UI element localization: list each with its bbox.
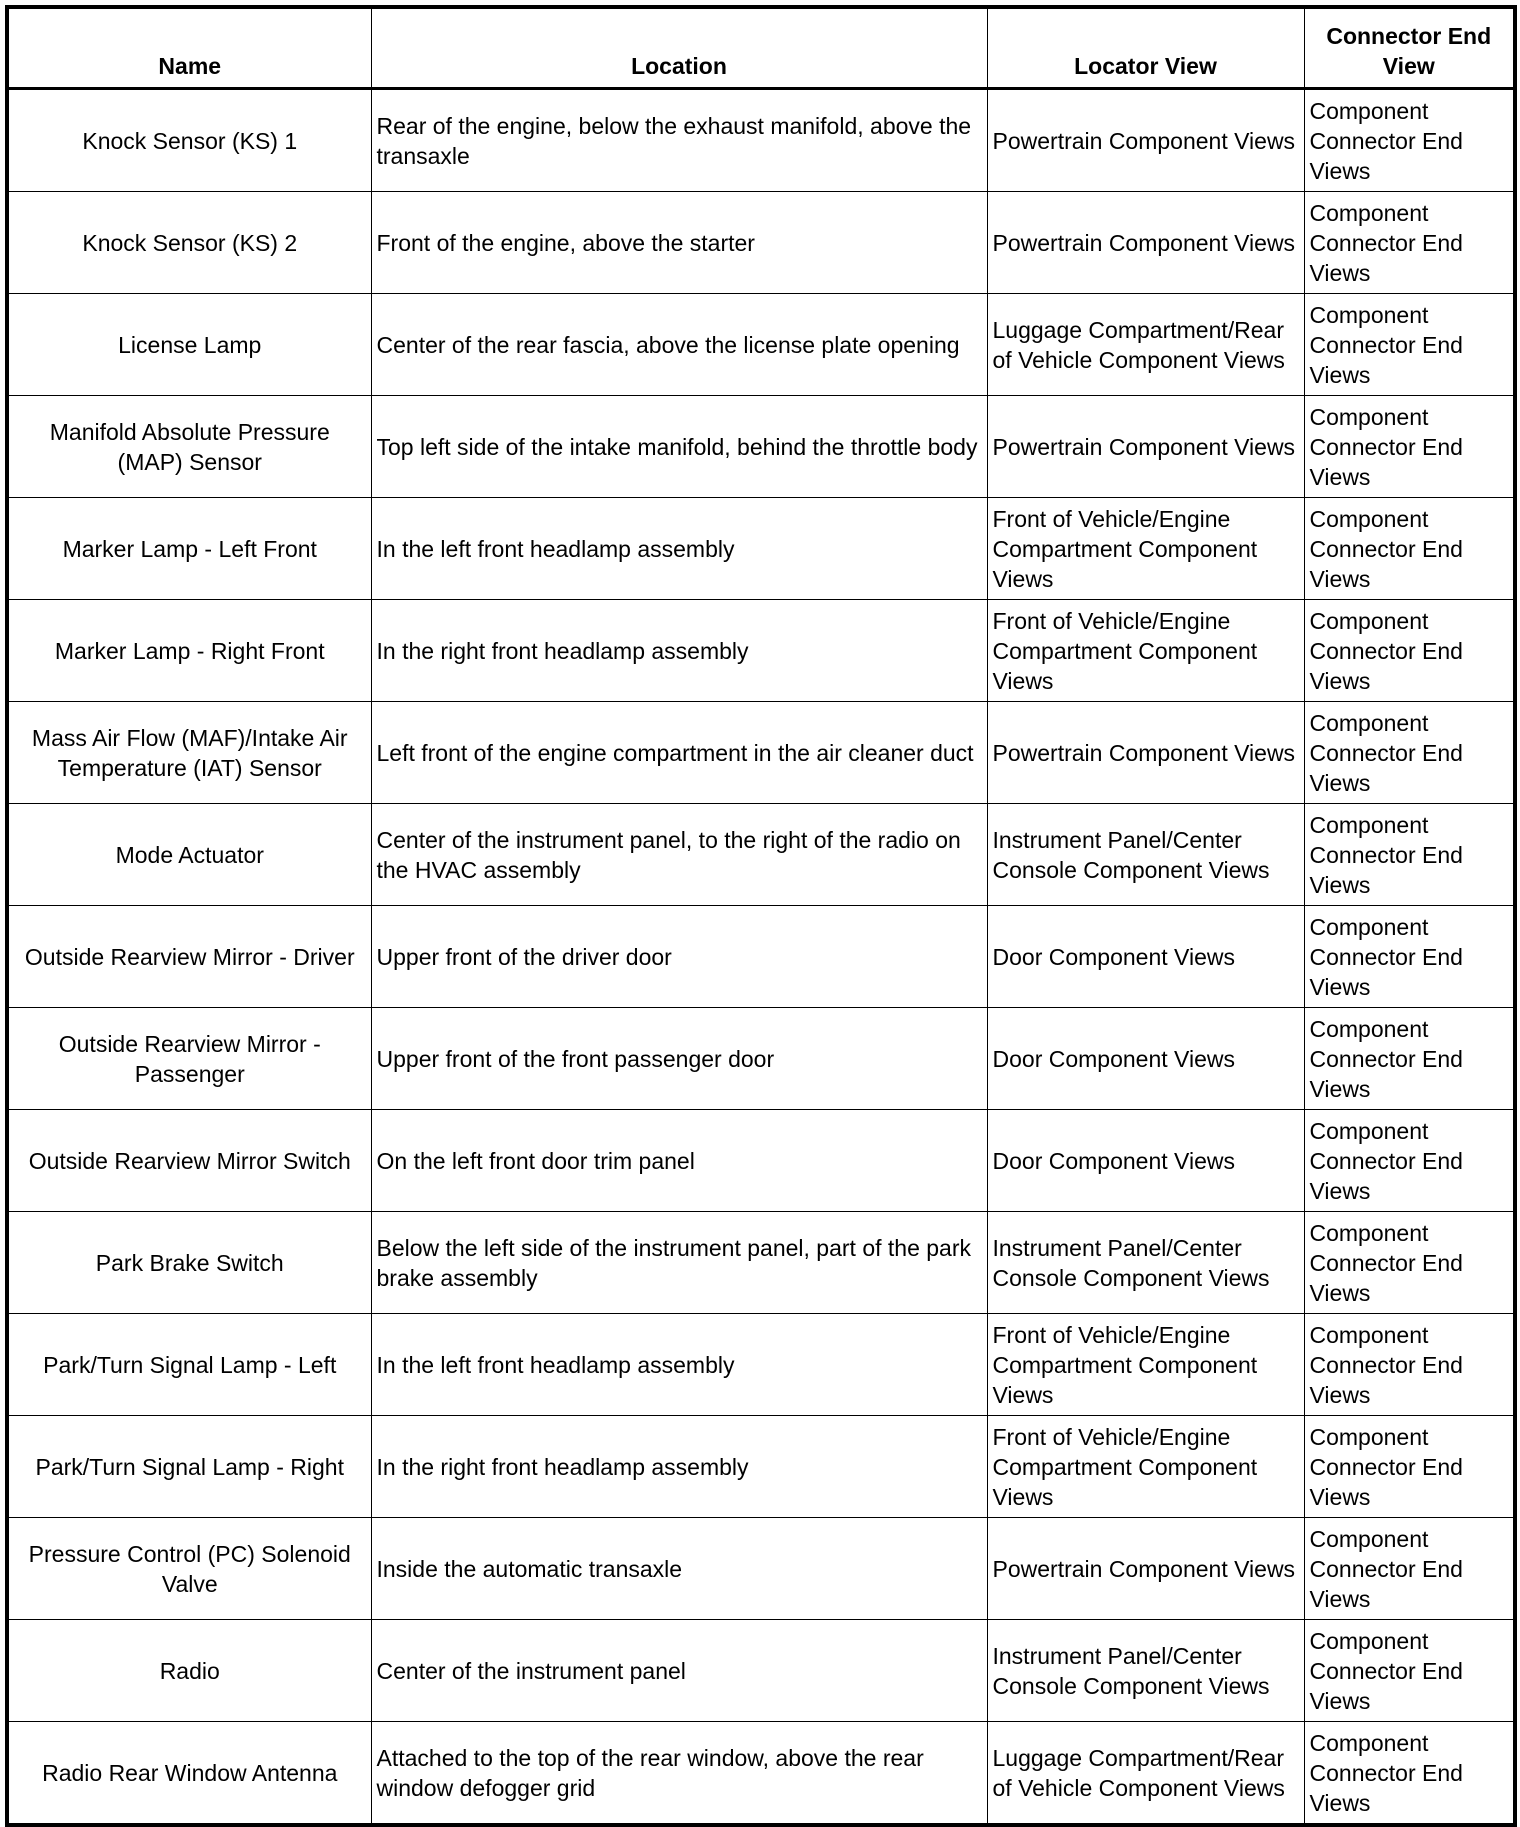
location-cell: In the right front headlamp assembly [371,600,987,702]
name-cell: Knock Sensor (KS) 2 [7,192,371,294]
connector-end-view-cell: Component Connector End Views [1304,1518,1515,1620]
name-cell: Marker Lamp - Right Front [7,600,371,702]
name-cell: Manifold Absolute Pressure (MAP) Sensor [7,396,371,498]
name-cell: Mass Air Flow (MAF)/Intake Air Temperature (IAT) Sensor [7,702,371,804]
header-locator-view: Locator View [987,7,1304,89]
connector-end-view-cell: Component Connector End Views [1304,89,1515,192]
connector-end-view-cell: Component Connector End Views [1304,1212,1515,1314]
location-cell: Upper front of the driver door [371,906,987,1008]
connector-end-view-cell: Component Connector End Views [1304,498,1515,600]
connector-end-view-cell: Component Connector End Views [1304,804,1515,906]
locator-view-cell: Powertrain Component Views [987,192,1304,294]
table-row [7,1212,1515,1314]
name-cell: Outside Rearview Mirror Switch [7,1110,371,1212]
connector-end-view-cell: Component Connector End Views [1304,1314,1515,1416]
name-cell: Park/Turn Signal Lamp - Left [7,1314,371,1416]
locator-view-cell: Door Component Views [987,1110,1304,1212]
header-location: Location [371,7,987,89]
locator-view-cell: Front of Vehicle/Engine Compartment Component Views [987,1416,1304,1518]
locator-view-cell: Door Component Views [987,1008,1304,1110]
name-cell: Park Brake Switch [7,1212,371,1314]
location-cell: On the left front door trim panel [371,1110,987,1212]
table-row [7,498,1515,600]
connector-end-view-cell: Component Connector End Views [1304,906,1515,1008]
connector-end-view-cell: Component Connector End Views [1304,294,1515,396]
locator-view-cell: Powertrain Component Views [987,89,1304,192]
location-cell: Top left side of the intake manifold, behind the throttle body [371,396,987,498]
connector-end-view-cell: Component Connector End Views [1304,1722,1515,1826]
connector-end-view-cell: Component Connector End Views [1304,1416,1515,1518]
table-row [7,396,1515,498]
locator-view-cell: Front of Vehicle/Engine Compartment Component Views [987,498,1304,600]
name-cell: Knock Sensor (KS) 1 [7,89,371,192]
locator-view-cell: Luggage Compartment/Rear of Vehicle Component Views [987,1722,1304,1826]
table-row [7,1416,1515,1518]
table-row [7,1110,1515,1212]
header-row [7,7,1515,89]
locator-view-cell: Front of Vehicle/Engine Compartment Component Views [987,1314,1304,1416]
table-row [7,294,1515,396]
table-row [7,89,1515,192]
location-cell: Inside the automatic transaxle [371,1518,987,1620]
locator-view-cell: Instrument Panel/Center Console Component Views [987,804,1304,906]
name-cell: Radio Rear Window Antenna [7,1722,371,1826]
connector-end-view-cell: Component Connector End Views [1304,396,1515,498]
locator-view-cell: Front of Vehicle/Engine Compartment Component Views [987,600,1304,702]
locator-view-cell: Luggage Compartment/Rear of Vehicle Component Views [987,294,1304,396]
table-row [7,804,1515,906]
header-name: Name [7,7,371,89]
table-row [7,906,1515,1008]
locator-view-cell: Powertrain Component Views [987,1518,1304,1620]
locator-view-cell: Instrument Panel/Center Console Component Views [987,1212,1304,1314]
location-cell: In the left front headlamp assembly [371,498,987,600]
name-cell: Marker Lamp - Left Front [7,498,371,600]
location-cell: In the right front headlamp assembly [371,1416,987,1518]
table-row [7,702,1515,804]
connector-end-view-cell: Component Connector End Views [1304,1620,1515,1722]
table-row [7,1620,1515,1722]
location-cell: Below the left side of the instrument panel, part of the park brake assembly [371,1212,987,1314]
location-cell: Center of the instrument panel [371,1620,987,1722]
table-row [7,192,1515,294]
name-cell: Outside Rearview Mirror - Driver [7,906,371,1008]
location-cell: Center of the instrument panel, to the right of the radio on the HVAC assembly [371,804,987,906]
table-row [7,600,1515,702]
location-cell: In the left front headlamp assembly [371,1314,987,1416]
name-cell: Pressure Control (PC) Solenoid Valve [7,1518,371,1620]
locator-view-cell: Instrument Panel/Center Console Component Views [987,1620,1304,1722]
location-cell: Front of the engine, above the starter [371,192,987,294]
header-connector-end-view: Connector End View [1304,7,1515,89]
name-cell: License Lamp [7,294,371,396]
connector-end-view-cell: Component Connector End Views [1304,1008,1515,1110]
name-cell: Outside Rearview Mirror - Passenger [7,1008,371,1110]
locator-view-cell: Powertrain Component Views [987,702,1304,804]
location-cell: Attached to the top of the rear window, above the rear window defogger grid [371,1722,987,1826]
location-cell: Center of the rear fascia, above the license plate opening [371,294,987,396]
connector-end-view-cell: Component Connector End Views [1304,600,1515,702]
location-cell: Left front of the engine compartment in the air cleaner duct [371,702,987,804]
name-cell: Radio [7,1620,371,1722]
table-row [7,1314,1515,1416]
location-cell: Rear of the engine, below the exhaust manifold, above the transaxle [371,89,987,192]
table-row [7,1722,1515,1826]
name-cell: Mode Actuator [7,804,371,906]
name-cell: Park/Turn Signal Lamp - Right [7,1416,371,1518]
component-locator-table [5,5,1517,1827]
table-row [7,1008,1515,1110]
locator-view-cell: Powertrain Component Views [987,396,1304,498]
location-cell: Upper front of the front passenger door [371,1008,987,1110]
table-row [7,1518,1515,1620]
connector-end-view-cell: Component Connector End Views [1304,1110,1515,1212]
connector-end-view-cell: Component Connector End Views [1304,702,1515,804]
locator-view-cell: Door Component Views [987,906,1304,1008]
connector-end-view-cell: Component Connector End Views [1304,192,1515,294]
